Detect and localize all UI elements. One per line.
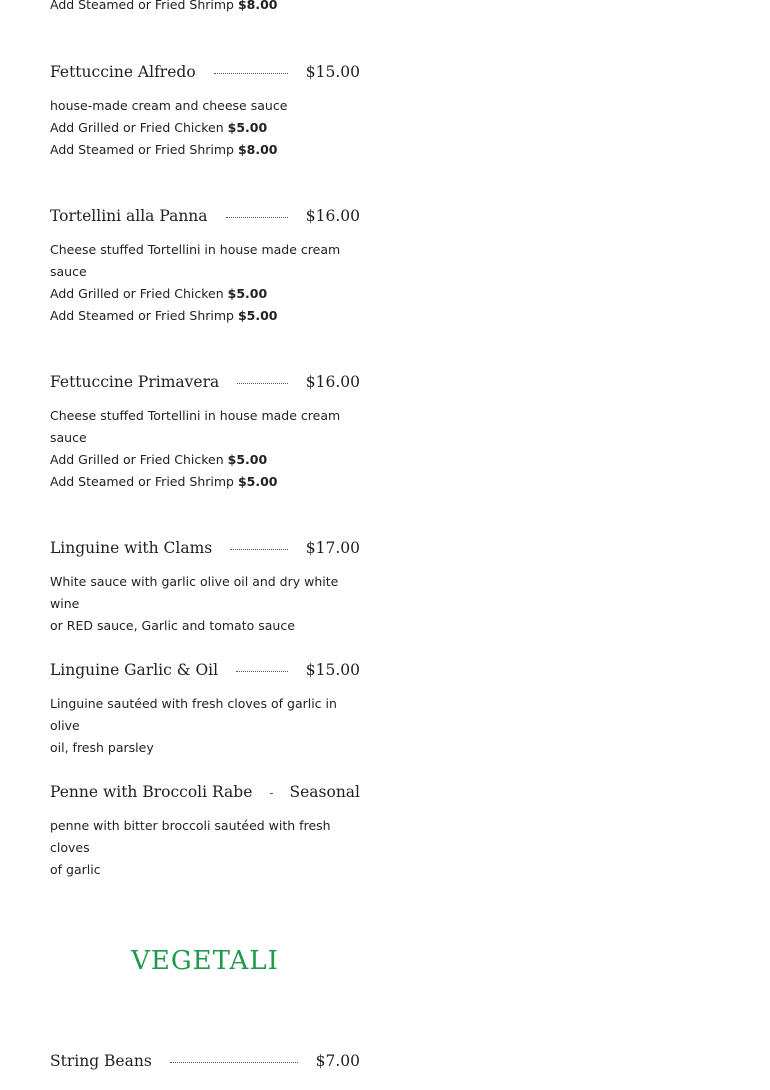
menu-item: [50, 537, 360, 637]
addon-price: $5.00: [237, 474, 278, 489]
addon-line: [50, 449, 360, 471]
menu-item-header: [50, 781, 360, 803]
addon-label: Add Steamed or Fried Shrimp: [50, 474, 234, 489]
section-title: VEGETALI: [131, 946, 279, 976]
addon-line: [50, 139, 360, 161]
dot-leader: [170, 1062, 298, 1063]
item-price: $17.00: [305, 539, 360, 557]
item-name: String Beans: [50, 1052, 152, 1070]
dot-leader: [230, 549, 287, 550]
description-line: sauce: [50, 430, 87, 445]
item-name: Linguine with Clams: [50, 539, 213, 557]
addon-label: Add Steamed or Fried Shrimp: [50, 0, 234, 12]
item-description: [50, 571, 360, 637]
addon-price: $5.00: [227, 286, 268, 301]
dot-leader: [226, 217, 288, 218]
item-price: $15.00: [305, 63, 360, 81]
item-description: [50, 405, 360, 493]
item-description: [50, 815, 360, 881]
item-price: $7.00: [315, 1052, 360, 1070]
item-name: Penne with Broccoli Rabe: [50, 783, 253, 801]
menu-item: [50, 205, 360, 327]
addon-line: [50, 305, 360, 327]
menu-item-header: [50, 371, 360, 393]
dot-leader: [270, 793, 271, 794]
menu-item: [50, 61, 360, 161]
menu-item: [50, 371, 360, 493]
item-price: Seasonal: [289, 783, 360, 801]
addon-label: Add Steamed or Fried Shrimp: [50, 142, 234, 157]
addon-price: $5.00: [237, 308, 278, 323]
addon-line: [50, 283, 360, 305]
top-addon: [50, 0, 360, 16]
description-line: Cheese stuffed Tortellini in house made cream: [50, 408, 341, 423]
description-line: house-made cream and cheese sauce: [50, 98, 288, 113]
item-name: Fettuccine Primavera: [50, 373, 220, 391]
item-name: Fettuccine Alfredo: [50, 63, 196, 81]
description-line: penne with bitter broccoli sautéed with fresh cloves: [50, 818, 331, 855]
menu-item-header: [50, 205, 360, 227]
addon-price: $5.00: [227, 120, 268, 135]
item-description: [50, 693, 360, 759]
addon-line: [50, 117, 360, 139]
addon-label: Add Grilled or Fried Chicken: [50, 452, 224, 467]
menu-item-header: [50, 537, 360, 559]
dot-leader: [236, 671, 288, 672]
description-line: Linguine sautéed with fresh cloves of garlic in olive: [50, 696, 337, 733]
item-name: Tortellini alla Panna: [50, 207, 208, 225]
description-line: or RED sauce, Garlic and tomato sauce: [50, 618, 295, 633]
addon-price: $8.00: [237, 0, 278, 12]
addon-line: [50, 471, 360, 493]
dot-leader: [237, 383, 288, 384]
description-line: oil, fresh parsley: [50, 740, 154, 755]
item-price: $16.00: [305, 373, 360, 391]
description-line: Cheese stuffed Tortellini in house made cream: [50, 242, 341, 257]
addon-label: Add Grilled or Fried Chicken: [50, 286, 224, 301]
item-description: [50, 239, 360, 327]
menu-item: [50, 781, 360, 881]
menu-item: [50, 1050, 360, 1072]
menu-item-header: [50, 61, 360, 83]
addon-price: $5.00: [227, 452, 268, 467]
item-price: $15.00: [305, 661, 360, 679]
menu-item-header: [50, 1050, 360, 1072]
addon-label: Add Steamed or Fried Shrimp: [50, 308, 234, 323]
item-name: Linguine Garlic & Oil: [50, 661, 219, 679]
addon-line: [50, 0, 360, 16]
addon-price: $8.00: [237, 142, 278, 157]
menu-item: [50, 659, 360, 759]
description-line: White sauce with garlic olive oil and dry white wine: [50, 574, 339, 611]
item-price: $16.00: [305, 207, 360, 225]
dot-leader: [214, 73, 288, 74]
item-description: [50, 95, 360, 161]
description-line: of garlic: [50, 862, 101, 877]
menu-item-header: [50, 659, 360, 681]
addon-label: Add Grilled or Fried Chicken: [50, 120, 224, 135]
description-line: sauce: [50, 264, 87, 279]
